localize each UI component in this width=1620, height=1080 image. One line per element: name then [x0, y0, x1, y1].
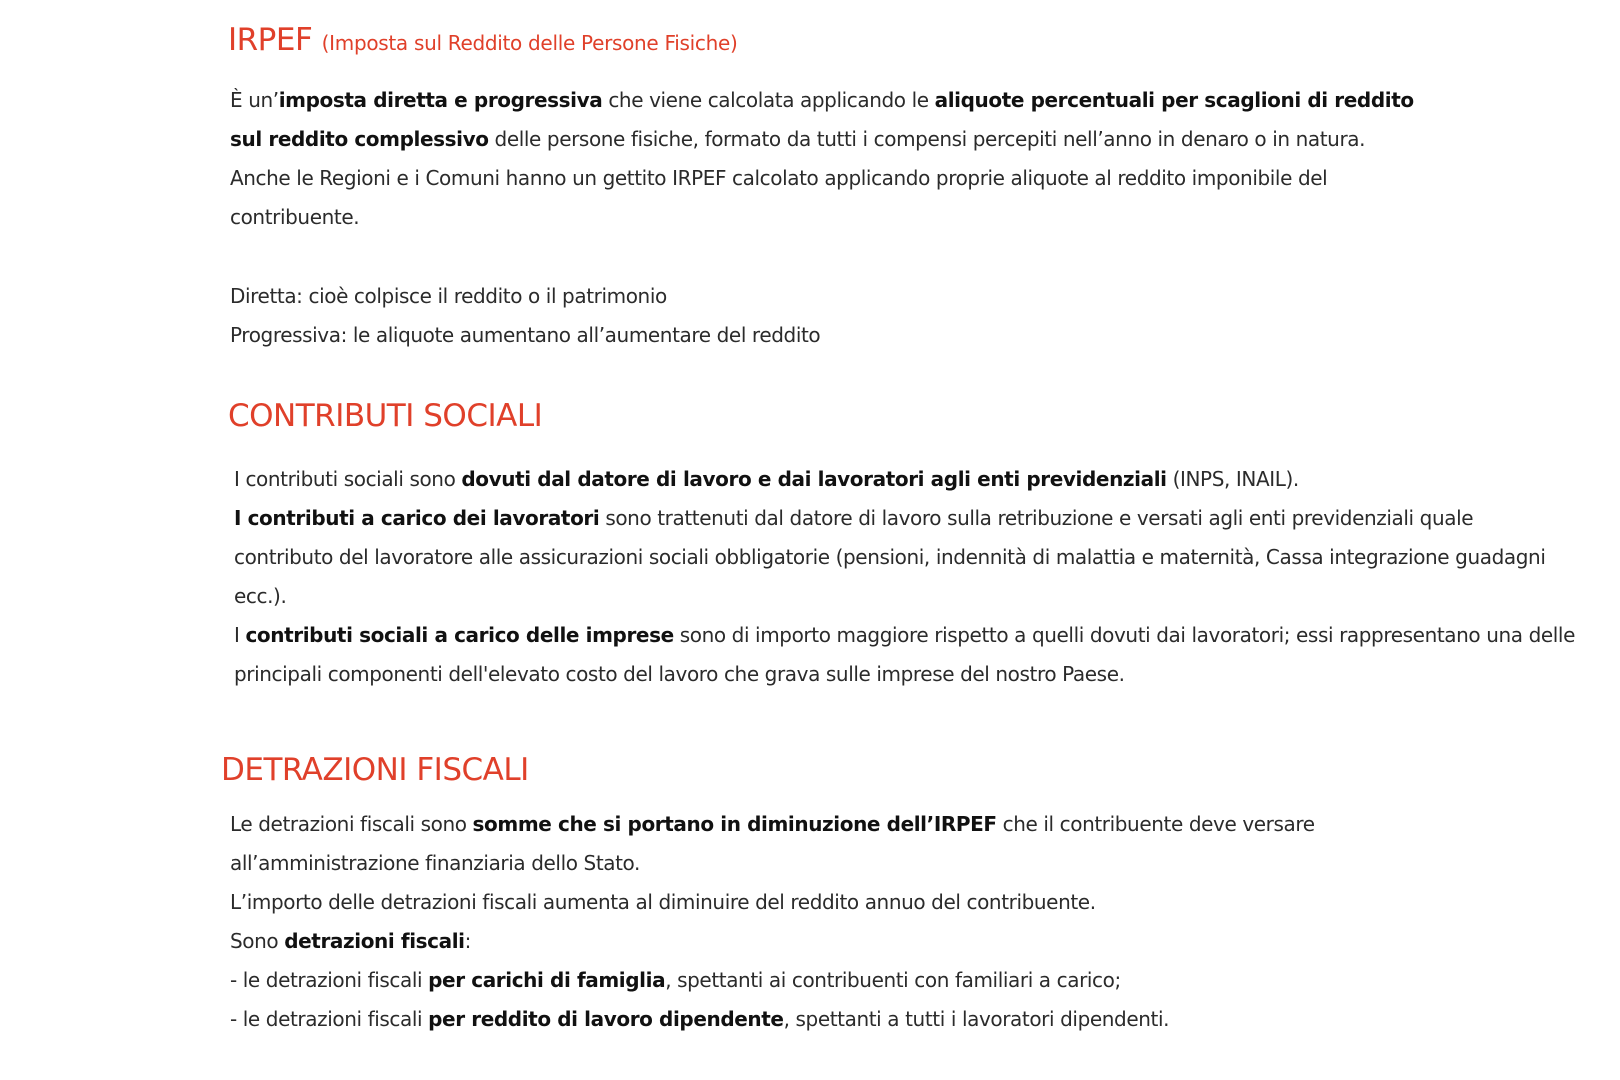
bold-run: aliquote percentuali per scaglioni di reddito [934, 88, 1414, 112]
text-run: sono di importo maggiore rispetto a quelli dovuti dai lavoratori; essi rappresentano una delle [673, 623, 1575, 647]
irpef-definitions [230, 277, 820, 355]
detrazioni-line-4 [230, 922, 1315, 961]
text-run: delle persone fisiche, formato da tutti i compensi percepiti nell’anno in denaro o in natura. [488, 127, 1366, 151]
irpef-line-2 [230, 120, 1414, 159]
bold-run: imposta diretta e progressiva [278, 88, 603, 112]
bold-run: per carichi di famiglia [428, 968, 666, 992]
contributi-line-4: ecc.). [234, 584, 287, 608]
detrazioni-line-2: all’amministrazione finanziaria dello Stato. [230, 851, 640, 875]
bold-run: somme che si portano in diminuzione dell’IRPEF [472, 812, 997, 836]
text-run: È un’ [230, 88, 279, 112]
text-run: che viene calcolata applicando le [602, 88, 935, 112]
contributi-line-1 [234, 460, 1575, 499]
text-run: : [464, 929, 471, 953]
contributi-line-2 [234, 499, 1575, 538]
bold-run: per reddito di lavoro dipendente [428, 1007, 784, 1031]
bold-run: dovuti dal datore di lavoro e dai lavoratori agli enti previdenziali [461, 467, 1167, 491]
text-run: sono trattenuti dal datore di lavoro sulla retribuzione e versati agli enti previdenziali quale [599, 506, 1474, 530]
bold-run: sul reddito complessivo [230, 127, 489, 151]
text-run: I contributi sociali sono [234, 467, 462, 491]
irpef-line-1 [230, 81, 1414, 120]
irpef-heading [228, 22, 737, 58]
text-run: , spettanti a tutti i lavoratori dipendenti. [783, 1007, 1170, 1031]
text-run: - le detrazioni fiscali [230, 968, 429, 992]
detrazioni-line-1 [230, 805, 1315, 844]
text-run: Le detrazioni fiscali sono [230, 812, 473, 836]
definition-diretta: Diretta: cioè colpisce il reddito o il patrimonio [230, 284, 667, 308]
irpef-title: IRPEF [228, 22, 313, 58]
text-run: (INPS, INAIL). [1166, 467, 1299, 491]
text-run: I [234, 623, 246, 647]
detrazioni-line-3: L’importo delle detrazioni fiscali aumenta al diminuire del reddito annuo del contribuente. [230, 890, 1096, 914]
contributi-heading: CONTRIBUTI SOCIALI [228, 398, 543, 434]
bold-run: I contributi a carico dei lavoratori [234, 506, 600, 530]
contributi-line-5 [234, 616, 1575, 655]
irpef-paragraph [230, 81, 1414, 237]
text-run: , spettanti ai contribuenti con familiari a carico; [665, 968, 1121, 992]
irpef-subtitle: (Imposta sul Reddito delle Persone Fisiche) [321, 31, 738, 55]
definition-progressiva: Progressiva: le aliquote aumentano all’aumentare del reddito [230, 323, 821, 347]
irpef-line-3: Anche le Regioni e i Comuni hanno un gettito IRPEF calcolato applicando proprie aliquote al reddito imponibile del [230, 166, 1328, 190]
bold-run: detrazioni fiscali [284, 929, 465, 953]
detrazioni-paragraph [230, 805, 1315, 1039]
text-run: che il contribuente deve versare [996, 812, 1315, 836]
text-run: Sono [230, 929, 285, 953]
contributi-line-6: principali componenti dell'elevato costo del lavoro che grava sulle imprese del nostro Paese. [234, 662, 1125, 686]
bold-run: contributi sociali a carico delle imprese [245, 623, 674, 647]
detrazioni-list-item-2 [230, 1000, 1315, 1039]
contributi-line-3: contributo del lavoratore alle assicurazioni sociali obbligatorie (pensioni, indennità di malattia e maternità, Cassa integrazione guadagni [234, 545, 1546, 569]
detrazioni-heading: DETRAZIONI FISCALI [221, 752, 529, 788]
detrazioni-list-item-1 [230, 961, 1315, 1000]
text-run: - le detrazioni fiscali [230, 1007, 429, 1031]
irpef-line-4: contribuente. [230, 205, 360, 229]
contributi-paragraph [234, 460, 1575, 694]
